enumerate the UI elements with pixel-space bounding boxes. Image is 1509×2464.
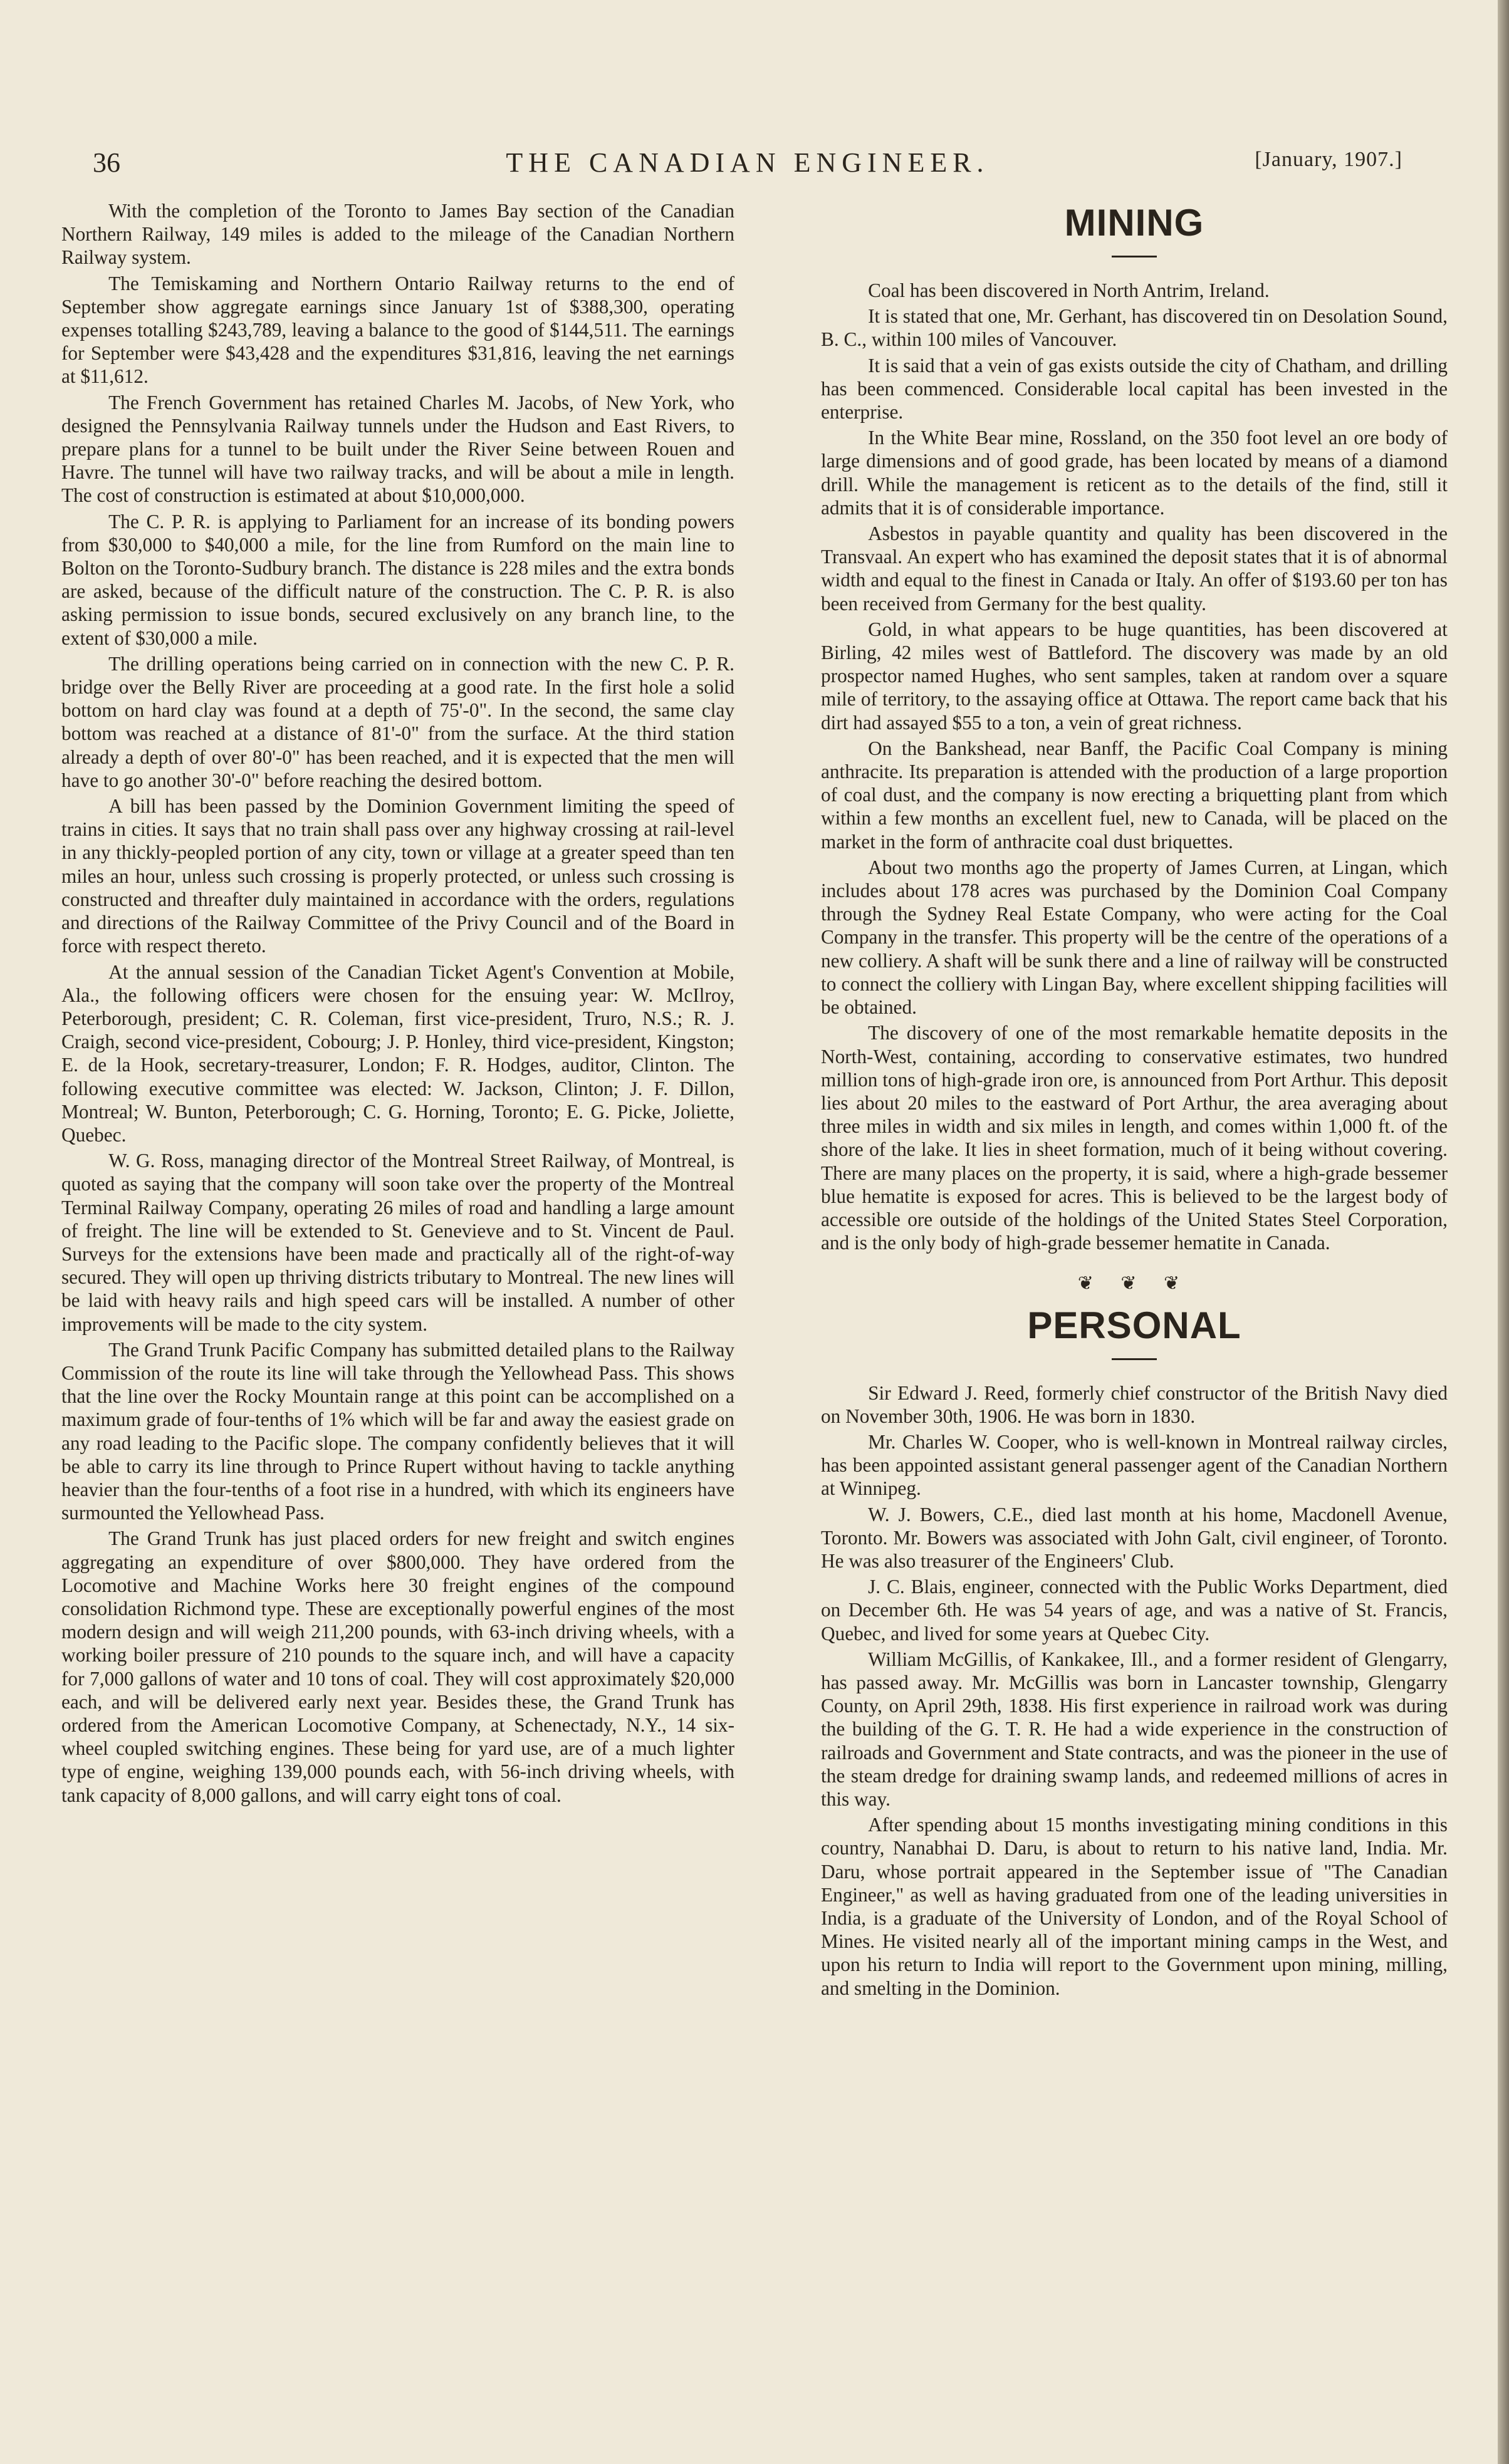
personal-paragraph: Sir Edward J. Reed, formerly chief constructor of the British Navy died on November 30th, 1906. He was born in 1830. [821,1381,1448,1427]
heading-rule [1112,1358,1157,1360]
news-paragraph: The Grand Trunk has just placed orders for new freight and switch engines aggregating an expenditure of over $800,000. They have ordered from the Locomotive and Machine Works here 30 freight engines of the compound consolidation Richmond type. These are exceptionally powerful engines of the most modern design and will weigh 211,200 pounds, with 63-inch driving wheels, with a working boiler pressure of 210 pounds to the square inch, and will have a capacity for 7,000 gallons of water and 10 tons of coal. They will cost approximately $20,000 each, and will be delivered early next year. Besides these, the Grand Trunk has ordered from the American Locomotive Company, at Schenectady, N.Y., 14 six-wheel coupled switching engines. These being for yard use, are of a much lighter type of engine, weighing 139,000 pounds each, with 56-inch driving wheels, with tank capacity of 8,000 gallons, and will carry eight tons of coal. [61,1527,734,1806]
right-column [821,199,1448,2002]
fleuron-ornament: ❦ ❦ ❦ [1077,1273,1191,1294]
page-header [93,139,1402,183]
personal-heading: PERSONAL [1027,1304,1241,1346]
mining-paragraph: It is said that a vein of gas exists outside the city of Chatham, and drilling has been commenced. Considerable local capital has been invested in the enterprise. [821,354,1448,424]
news-paragraph: W. G. Ross, managing director of the Montreal Street Railway, of Montreal, is quoted as saying that the company will soon take over the property of the Montreal Terminal Railway Company, operating 26 miles of road and handling a large amount of freight. The line will be extended to St. Genevieve and to St. Vincent de Paul. Surveys for the extensions have been made and practically all of the right-of-way secured. They will open up thriving districts tributary to Montreal. The new lines will be laid with heavy rails and high speed cars will be installed. A number of other improvements will be made to the city system. [61,1150,734,1335]
mining-paragraph: It is stated that one, Mr. Gerhant, has discovered tin on Desolation Sound, B. C., within 100 miles of Vancouver. [821,305,1448,351]
news-paragraph: The C. P. R. is applying to Parliament for an increase of its bonding powers from $30,000 to $40,000 a mile, for the line from Rumford on the main line to Bolton on the Toronto-Sudbury branch. The distance is 228 miles and the extra bonds are asked, because of the difficult nature of the construction. The C. P. R. is also asking permission to issue bonds, secured exclusively on any branch line, to the extent of $30,000 a mile. [61,510,734,649]
news-paragraph: The Temiskaming and Northern Ontario Railway returns to the end of September show aggregate earnings since January 1st of $388,300, operating expenses totalling $243,789, leaving a balance to the good of $144,511. The earnings for September were $43,428 and the expenditures $31,816, leaving the net earnings at $11,612. [61,272,734,388]
mining-paragraph: Coal has been discovered in North Antrim, Ireland. [868,279,1270,301]
news-paragraph: At the annual session of the Canadian Ticket Agent's Convention at Mobile, Ala., the following officers were chosen for the ensuing year: W. McIlroy, Peterborough, president; C. R. Coleman, first vice-president, Truro, N.S.; R. J. Craigh, second vice-president, Cobourg; J. P. Honley, third vice-president, Kingston; E. de la Hook, secretary-treasurer, London; F. R. Hodges, auditor, Clinton. The following executive committee was elected: W. Jackson, Clinton; J. F. Dillon, Montreal; W. Bunton, Peterborough; C. G. Horning, Toronto; E. G. Picke, Joliette, Quebec. [61,960,734,1146]
left-column [61,199,734,1809]
mining-paragraph: On the Bankshead, near Banff, the Pacific Coal Company is mining anthracite. Its preparation is attended with the production of a large proportion of coal dust, and the company is now erecting a briquetting plant from which within a few months an excellent fuel, new to Canada, will be placed on the market in the form of anthracite coal dust briquettes. [821,737,1448,853]
personal-paragraph: J. C. Blais, engineer, connected with the Public Works Department, died on December 6th. He was 54 years of age, and was a native of St. Francis, Quebec, and lived for some years at Quebec City. [821,1576,1448,1645]
page-number: 36 [93,147,120,178]
mining-heading: MINING [1064,202,1204,244]
mining-paragraph: Asbestos in payable quantity and quality has been discovered in the Transvaal. An expert who has examined the deposit states that it is of abnormal width and equal to the finest in Canada or Italy. An offer of $193.60 per ton has been received from Germany for the best quality. [821,522,1448,615]
journal-title: THE CANADIAN ENGINEER. [506,147,989,178]
news-paragraph: The French Government has retained Charles M. Jacobs, of New York, who designed the Pennsylvania Railway tunnels under the Hudson and East Rivers, to prepare plans for a tunnel to be built under the River Seine between Rouen and Havre. The tunnel will have two railway tracks, and will be about a mile in length. The cost of construction is estimated at about $10,000,000. [61,391,734,507]
mining-paragraph: In the White Bear mine, Rossland, on the 350 foot level an ore body of large dimensions and of good grade, has been located by means of a diamond drill. While the management is reticent as to the details of the find, still it admits that it is of considerable importance. [821,427,1448,519]
news-paragraph: The Grand Trunk Pacific Company has submitted detailed plans to the Railway Commission of the route its line will take through the Yellowhead Pass. This shows that the line over the Rocky Mountain range at this point can be accomplished on a maximum grade of four-tenths of 1% which will be far and away the easiest grade on any road leading to the Pacific slope. The company confidently believes that it will be able to carry its line through to Prince Rupert without having to tackle anything heavier than the four-tenths of a foot rise in a hundred, with which its engineers have surmounted the Yellowhead Pass. [61,1338,734,1524]
personal-paragraph: Mr. Charles W. Cooper, who is well-known in Montreal railway circles, has been appointed assistant general passenger agent of the Canadian Northern at Winnipeg. [821,1430,1448,1500]
personal-paragraph: William McGillis, of Kankakee, Ill., and a former resident of Glengarry, has passed away. Mr. McGillis was born in Lancaster township, Glengarry County, on April 29th, 1838. His first experience in railroad work was during the building of the G. T. R. He had a wide experience in the construction of railroads and Government and State contracts, and was the pioneer in the use of the steam dredge for draining swamp lands, and redeemed millions of acres in this way. [821,1648,1448,1810]
news-paragraph: A bill has been passed by the Dominion Government limiting the speed of trains in cities. It says that no train shall pass over any highway crossing at rail-level in any thickly-peopled portion of any city, town or village at a greater speed than ten miles an hour, unless such crossing is properly protected, or unless such crossing is constructed and threafter duly maintained in accordance with the orders, regulations and directions of the Railway Committee of the Privy Council and of the Board in force with respect thereto. [61,795,734,957]
personal-paragraph: W. J. Bowers, C.E., died last month at his home, Macdonell Avenue, Toronto. Mr. Bowers was associated with John Galt, civil engineer, of Toronto. He was also treasurer of the Engineers' Club. [821,1503,1448,1572]
issue-date: [January, 1907.] [1255,148,1402,171]
page-edge-shadow [1498,0,1509,2464]
personal-paragraph: After spending about 15 months investigating mining conditions in this country, Nanabhai D. Daru, is about to return to his native land, India. Mr. Daru, whose portrait appeared in the September issue of "The Canadian Engineer," as well as having graduated from one of the leading universities in India, is a graduate of the University of London, and of the Royal School of Mines. He visited nearly all of the important mining camps in the West, and upon his return to India will report to the Government upon mining, milling, and smelting in the Dominion. [821,1814,1448,1999]
news-paragraph: The drilling operations being carried on in connection with the new C. P. R. bridge over the Belly River are proceeding at a good rate. In the first hole a solid bottom on hard clay was found at a depth of 75'-0". In the second, the same clay bottom was reached at a distance of 81'-0" from the surface. At the third station already a depth of over 80'-0" has been reached, and it is expected that the men will have to go another 30'-0" before reaching the desired bottom. [61,652,734,791]
news-paragraph: With the completion of the Toronto to James Bay section of the Canadian Northern Railway, 149 miles is added to the mileage of the Canadian Northern Railway system. [61,200,734,269]
heading-rule [1112,256,1157,257]
mining-paragraph: The discovery of one of the most remarkable hematite deposits in the North-West, containing, according to conservative estimates, two hundred million tons of high-grade iron ore, is announced from Port Arthur. This deposit lies about 20 miles to the eastward of Port Arthur, the area averaging about three miles in width and six miles in length, and comes within 1,000 ft. of the shore of the lake. It lies in sheet formation, much of it being without covering. There are many places on the property, it is said, where a high-grade bessemer blue hematite is exposed for acres. This is believed to be the largest body of accessible ore outside of the holdings of the United States Steel Corporation, and is the only body of high-grade bessemer hematite in Canada. [821,1022,1448,1254]
mining-paragraph: Gold, in what appears to be huge quantities, has been discovered at Birling, 42 miles west of Battleford. The discovery was made by an old prospector named Hughes, who sent samples, taken at random over a square mile of territory, to the assaying office at Ottawa. The report came back that his dirt had assayed $55 to a ton, a vein of great richness. [821,618,1448,734]
mining-paragraph: About two months ago the property of James Curren, at Lingan, which includes about 178 acres was purchased by the Dominion Coal Company through the Sydney Real Estate Company, who were acting for the Coal Company in the transfer. This property will be the centre of the operations of a new colliery. A shaft will be sunk there and a line of railway will be constructed to connect the colliery with Lingan Bay, where excellent shipping facilities will be obtained. [821,856,1448,1019]
